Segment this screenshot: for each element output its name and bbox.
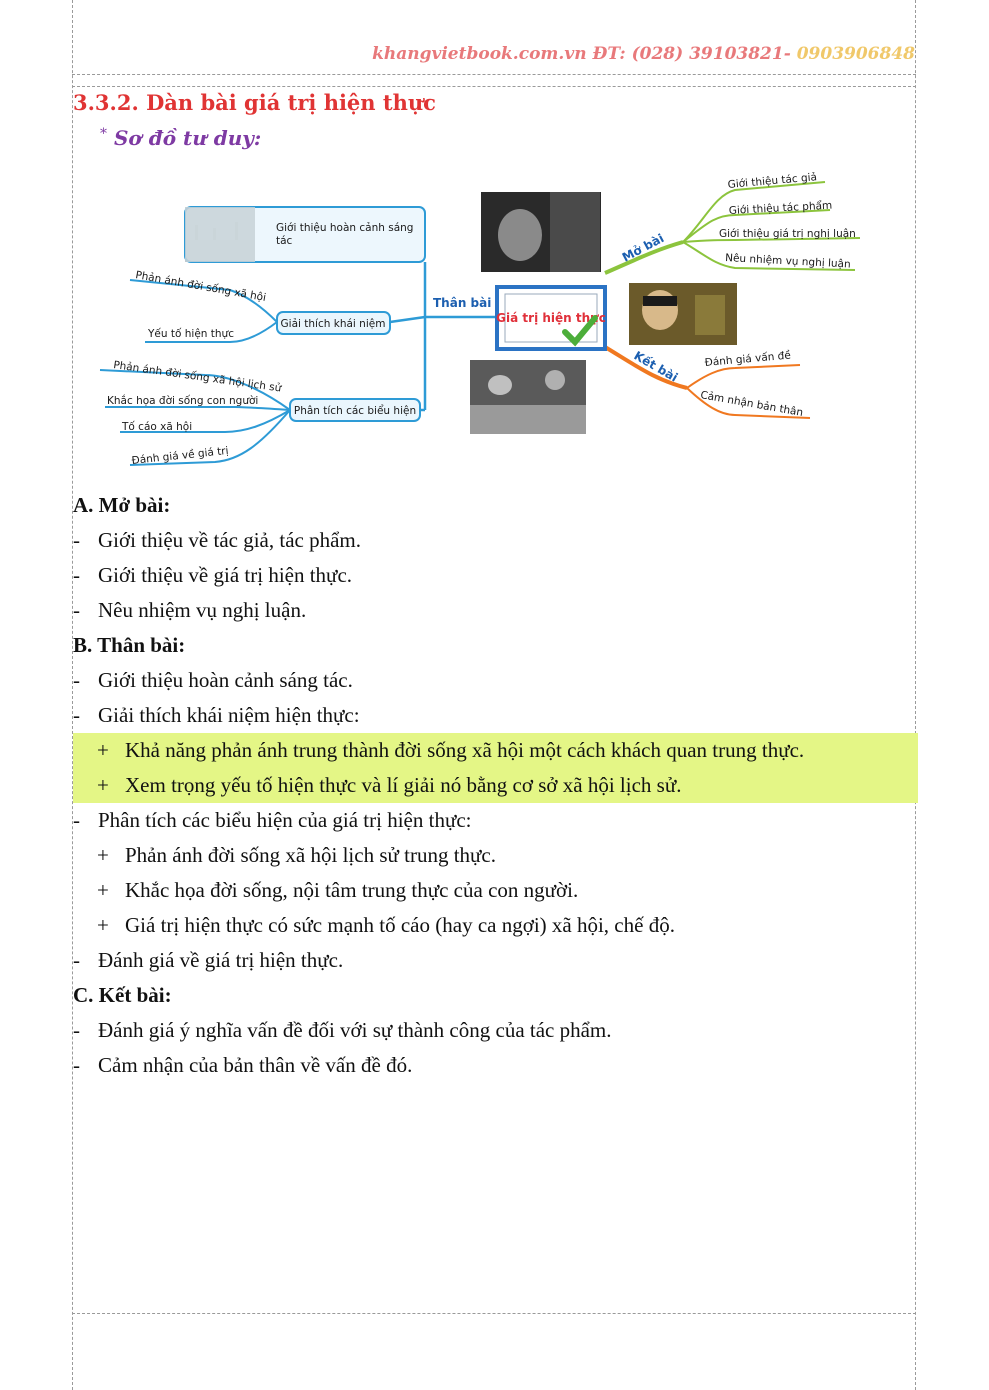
leaf-tac-pham: Giới thiệu tác phẩm [728,199,833,217]
node-khai-niem: Giải thích khái niệm [280,318,386,330]
list-item: - Cảm nhận của bản thân về vấn đề đó. [73,1053,413,1077]
sub-item: + Phản ánh đời sống xã hội lịch sử trung thực. [97,843,496,867]
node-hoan-canh-line2: tác [276,235,293,247]
outline [73,488,918,1083]
leaf-gia-tri-nghi-luan: Giới thiệu giá trị nghị luận [719,228,856,240]
branch-than-bai: Thân bài [433,296,492,310]
mind-map [95,170,875,480]
list-item: - Nêu nhiệm vụ nghị luận. [73,598,307,622]
list-item: - Đánh giá ý nghĩa vấn đề đối với sự thành công của tác phẩm. [73,1018,612,1042]
photo-woman [481,192,601,272]
node-bieu-hien: Phân tích các biểu hiện [293,405,417,417]
header-rule-2 [72,86,916,87]
branch-mo-bai: Mở bài [619,231,667,265]
leaf-danh-gia-van-de: Đánh giá vấn đề [704,349,792,369]
center-label: Giá trị hiện thực [496,311,606,325]
footer-rule [72,1313,916,1314]
leaf-khac-hoa: Khắc họa đời sống con người [107,395,259,407]
branch-ket-bai: Kết bài [631,348,681,385]
sub-item: + Khắc họa đời sống, nội tâm trung thực của con người. [97,878,579,902]
heading-a: A. Mở bài: [73,493,171,517]
subtitle-text: Sơ đồ tư duy: [113,126,262,150]
highlighted-sub-item: + Khả năng phản ánh trung thành đời sống xã hội một cách khách quan trung thực. [73,733,918,768]
subtitle-star: * [100,126,107,142]
header-mobile: 0903906848 [796,44,915,64]
node-hoan-canh-line1: Giới thiệu hoàn cảnh sáng [276,222,414,234]
list-item: - Đánh giá về giá trị hiện thực. [73,948,344,972]
page-header [372,44,915,64]
photo-painting [629,283,737,345]
leaf-yeu-to: Yếu tố hiện thực [148,328,234,340]
header-site: khangvietbook.com.vn [372,44,587,64]
center-node [496,287,606,349]
list-item: - Giới thiệu hoàn cảnh sáng tác. [73,668,353,692]
header-phone: ĐT: (028) 39103821- [592,44,791,64]
node-hoan-canh-photo [185,207,255,262]
leaf-cam-nhan: Cảm nhận bản thân [699,389,805,420]
heading-b: B. Thân bài: [73,633,186,657]
list-item: - Giới thiệu về tác giả, tác phẩm. [73,528,362,552]
list-item: - Giải thích khái niệm hiện thực: [73,703,360,727]
header-rule [72,74,916,75]
list-item: - Giới thiệu về giá trị hiện thực. [73,563,353,587]
leaf-danh-gia: Đánh giá về giá trị [131,444,230,467]
subtitle [100,126,261,150]
highlighted-sub-item: + Xem trọng yếu tố hiện thực và lí giải nó bằng cơ sở xã hội lịch sử. [73,768,918,803]
list-item: - Phân tích các biểu hiện của giá trị hiện thực: [73,808,472,832]
section-title: 3.3.2. Dàn bài giá trị hiện thực [73,90,436,115]
leaf-nhiem-vu: Nêu nhiệm vụ nghị luận [724,252,851,271]
leaf-phan-anh: Phản ánh đời sống xã hội [134,269,267,304]
sub-item: + Giá trị hiện thực có sức mạnh tố cáo (hay ca ngợi) xã hội, chế độ. [97,913,675,937]
leaf-tac-gia: Giới thiệu tác giả [727,171,818,191]
leaf-phan-anh-ls: Phản ánh đời sống xã hội lịch sử [112,359,283,395]
leaf-to-cao: Tố cáo xã hội [122,421,193,433]
heading-c: C. Kết bài: [73,983,172,1007]
photo-workers [470,360,586,434]
